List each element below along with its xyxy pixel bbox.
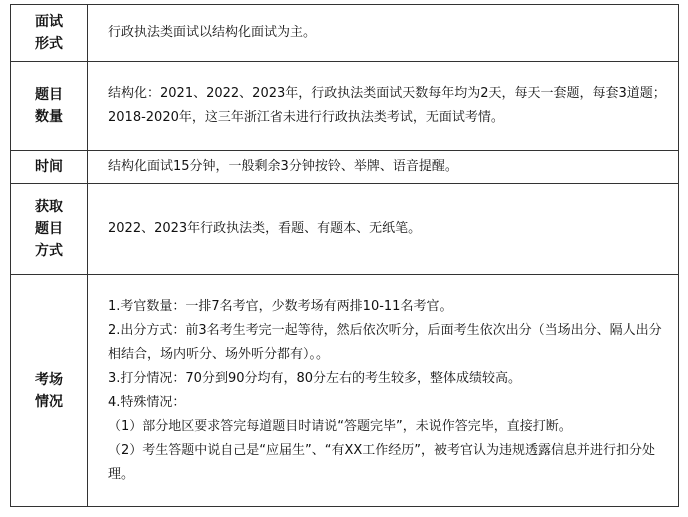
row-content <box>88 275 679 507</box>
exam-info-table <box>10 4 679 507</box>
row-label-line: 方式 <box>35 243 63 259</box>
table-row-question-access <box>11 184 679 275</box>
row-label-line: 题目 <box>35 87 63 103</box>
row-label-line: 时间 <box>35 159 63 175</box>
row-label-line: 获取 <box>35 199 63 215</box>
row-label <box>11 5 88 62</box>
table-row-question-count <box>11 62 679 151</box>
row-label-line: 情况 <box>35 393 63 410</box>
content-paragraph: （2）考生答题中说自己是“应届生”、“有XX工作经历”，被考官认为违规透露信息并进行扣分处理。 <box>108 442 656 482</box>
content-paragraph: 4.特殊情况： <box>108 394 186 410</box>
row-label <box>11 184 88 275</box>
row-label-line: 题目 <box>35 221 63 237</box>
table-row-time <box>11 151 679 184</box>
content-paragraph: 结构化面试15分钟，一般剩余3分钟按铃、举牌、语音提醒。 <box>108 159 458 174</box>
content-paragraph: 2022、2023年行政执法类，看题、有题本、无纸笔。 <box>108 221 422 236</box>
content-paragraph: 2.出分方式：前3名考生考完一起等待，然后依次听分，后面考生依次出分（当场出分、隔人出分相结合，场内听分、场外听分都有）。。 <box>108 322 662 362</box>
content-paragraph: 3.打分情况：70分到90分均有，80分左右的考生较多，整体成绩较高。 <box>108 370 522 386</box>
row-label <box>11 275 88 507</box>
row-content <box>88 5 679 62</box>
row-label <box>11 151 88 184</box>
row-label <box>11 62 88 151</box>
row-content <box>88 184 679 275</box>
content-paragraph: （1）部分地区要求答完每道题目时请说“答题完毕”，未说作答完毕，直接打断。 <box>108 418 572 434</box>
table-row-exam-room <box>11 275 679 507</box>
row-label-line: 考场 <box>35 371 63 388</box>
row-label-line: 形式 <box>35 36 63 52</box>
row-content <box>88 62 679 151</box>
row-label-line: 面试 <box>35 14 63 30</box>
content-paragraph: 行政执法类面试以结构化面试为主。 <box>108 25 317 40</box>
content-paragraph: 1.考官数量：一排7名考官，少数考场有两排10-11名考官。 <box>108 298 453 314</box>
table-row-interview-format <box>11 5 679 62</box>
content-paragraph: 结构化：2021、2022、2023年，行政执法类面试天数每年均为2天，每天一套题，每套3道题；2018-2020年，这三年浙江省未进行行政执法类考试，无面试考情。 <box>108 86 666 125</box>
row-label-line: 数量 <box>35 109 63 125</box>
row-content <box>88 151 679 184</box>
